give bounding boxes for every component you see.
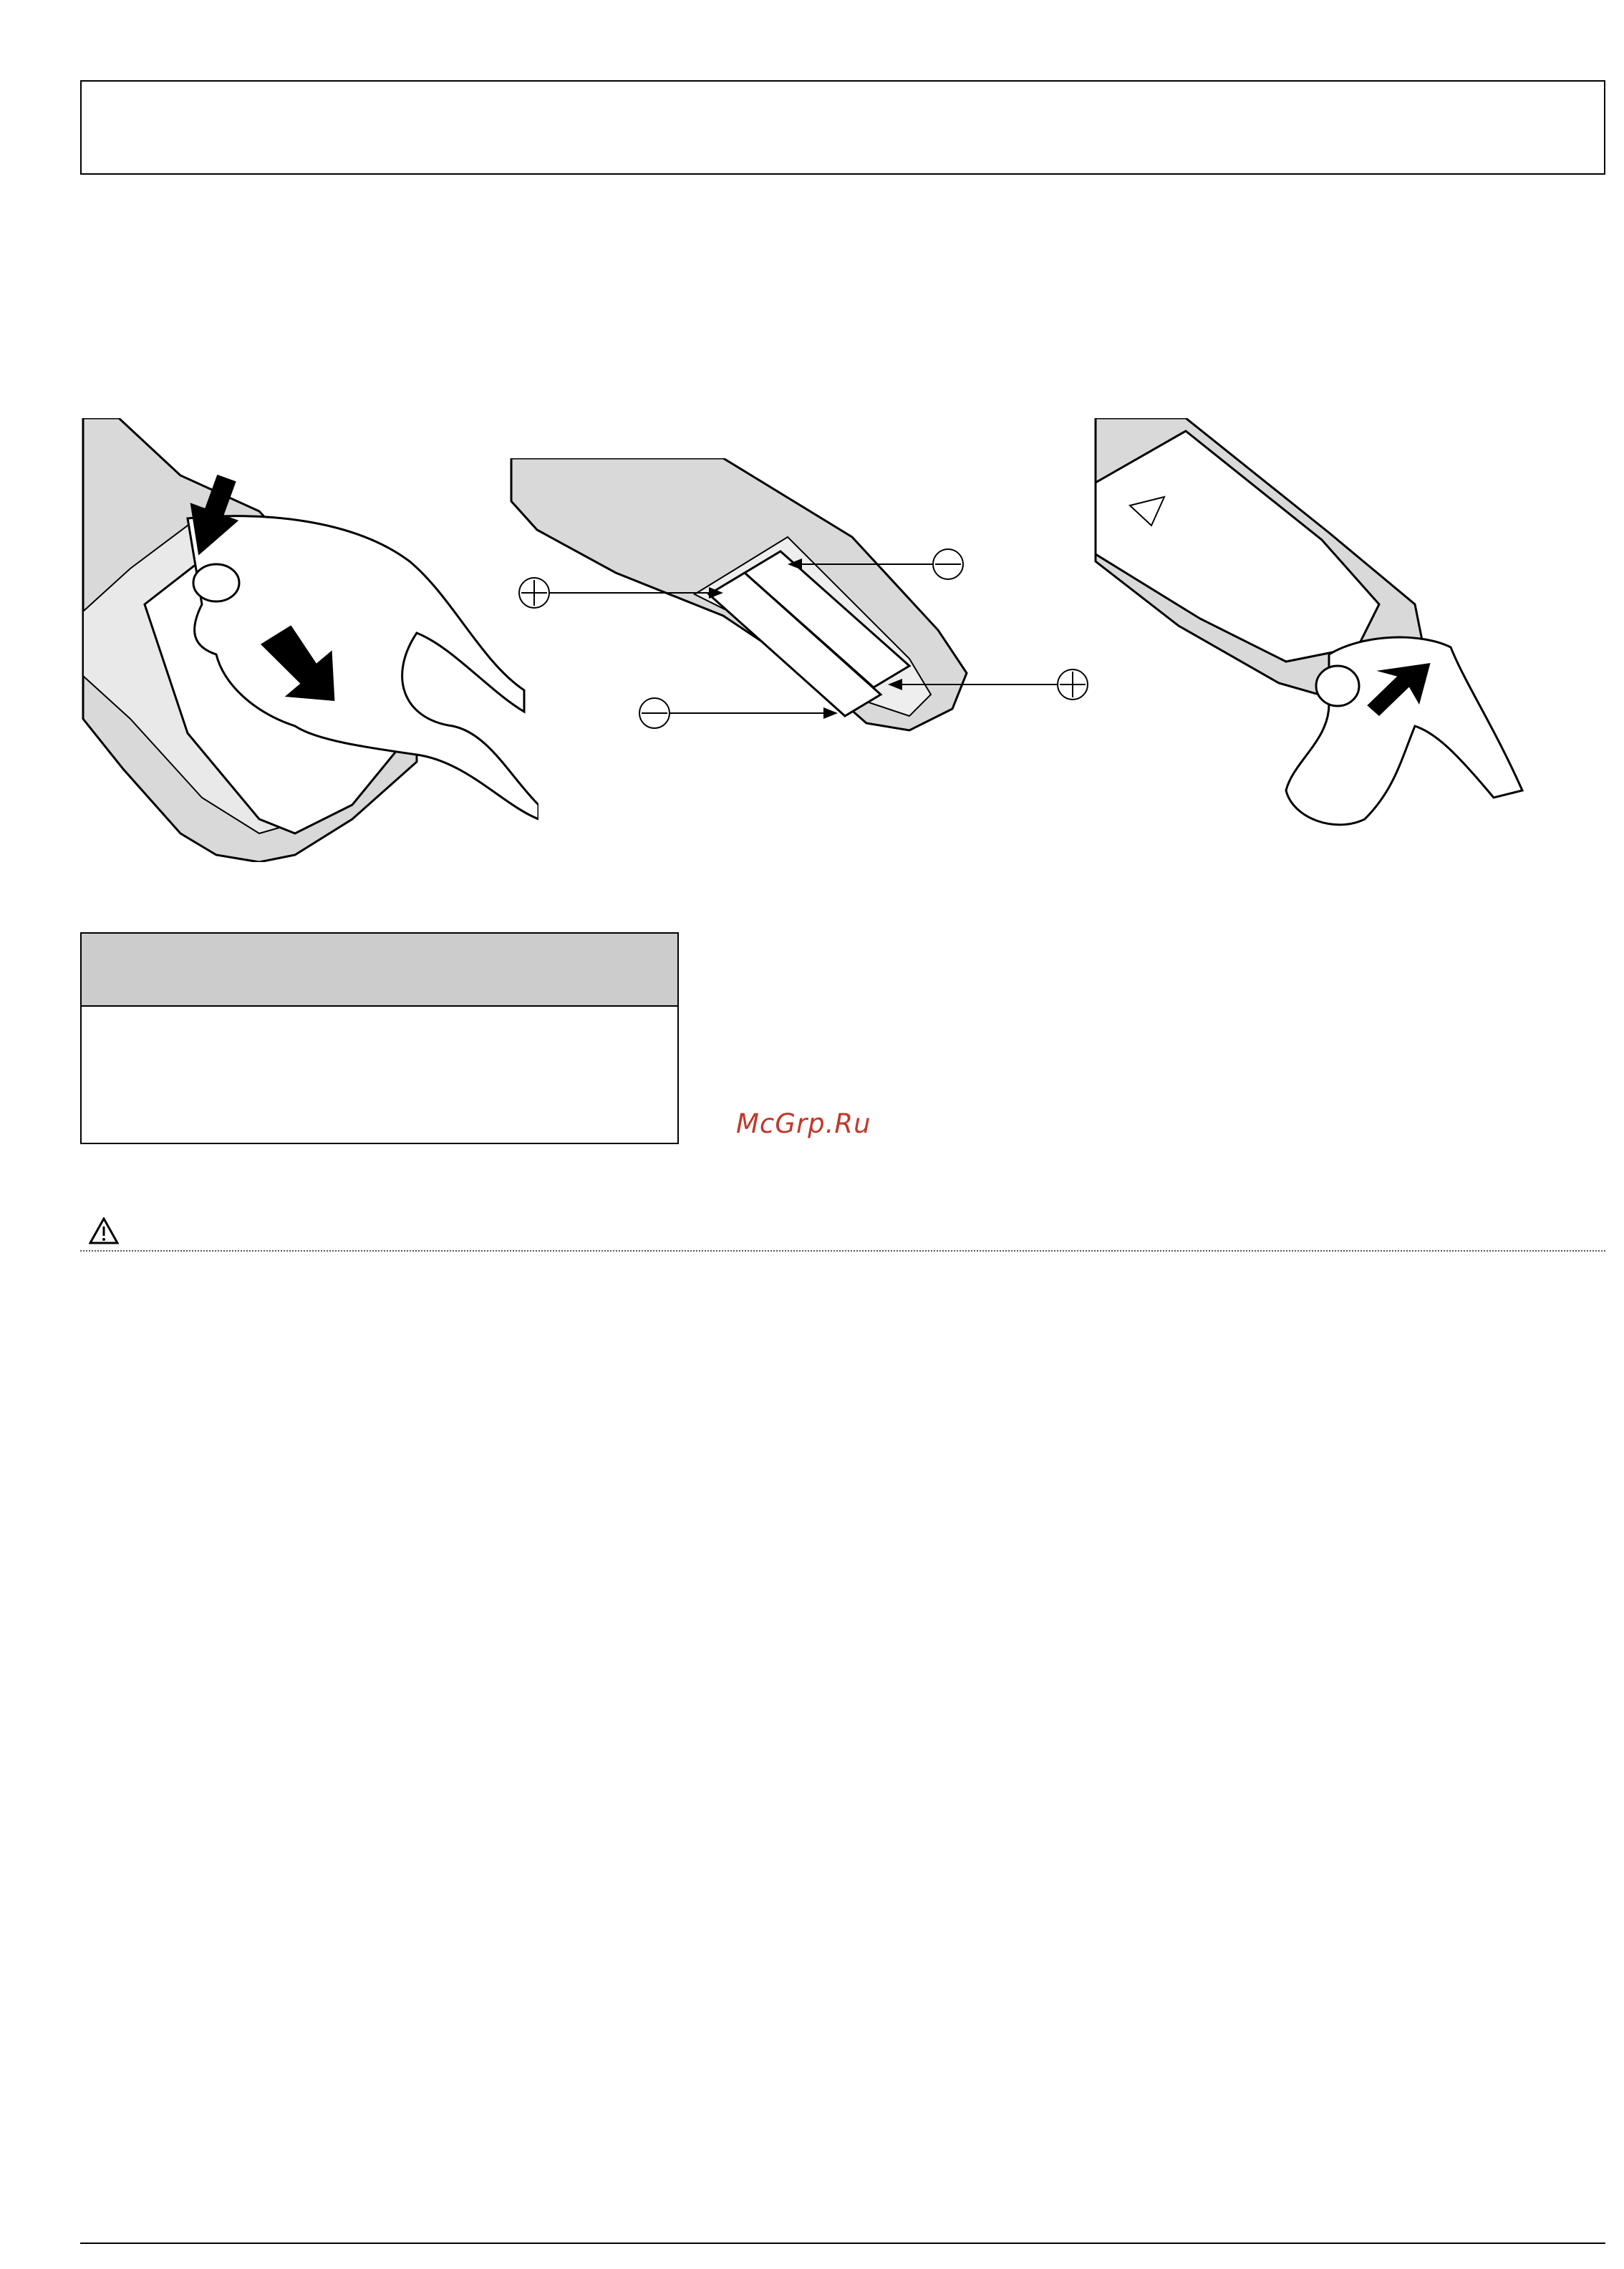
figure-open-cover xyxy=(80,418,538,862)
figure-close-cover xyxy=(1093,418,1551,876)
warning-divider xyxy=(80,1250,1605,1252)
watermark: McGrp.Ru xyxy=(736,1108,871,1139)
info-table xyxy=(80,932,679,1144)
warning-triangle-icon xyxy=(89,1217,119,1244)
info-table-header xyxy=(82,934,677,1007)
figure-insert-batteries xyxy=(508,458,1096,831)
footer-divider xyxy=(80,2243,1605,2244)
title-box xyxy=(80,80,1605,175)
